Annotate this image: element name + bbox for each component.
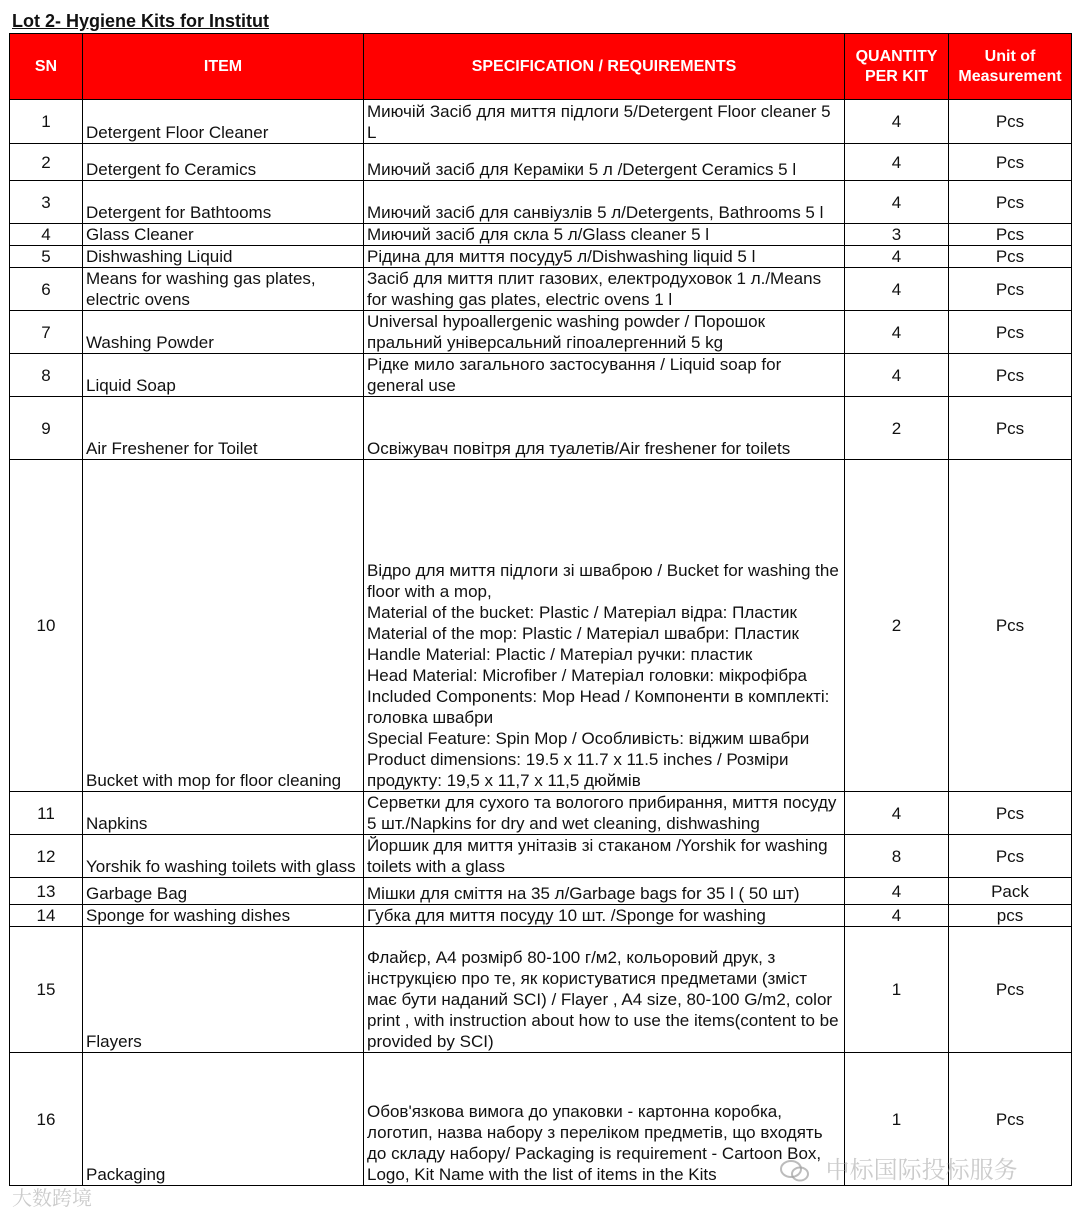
- qty-cell: 4: [845, 905, 949, 927]
- item-cell: Glass Cleaner: [83, 224, 364, 246]
- item-cell: Yorshik fo washing toilets with glass: [83, 835, 364, 878]
- header-spec: SPECIFICATION / REQUIREMENTS: [364, 34, 845, 100]
- item-cell: Dishwashing Liquid: [83, 246, 364, 268]
- sn-cell: 12: [10, 835, 83, 878]
- qty-cell: 4: [845, 100, 949, 144]
- spec-cell: Миючий засіб для Кераміки 5 л /Detergent Ceramics 5 l: [364, 144, 845, 181]
- spec-cell: Йоршик для миття унітазів зі стаканом /Yorshik for washing toilets with a glass: [364, 835, 845, 878]
- header-qty: QUANTITY PER KIT: [845, 34, 949, 100]
- qty-cell: 1: [845, 927, 949, 1053]
- item-cell: Air Freshener for Toilet: [83, 397, 364, 460]
- qty-cell: 2: [845, 460, 949, 792]
- sn-cell: 5: [10, 246, 83, 268]
- header-sn: SN: [10, 34, 83, 100]
- sn-cell: 15: [10, 927, 83, 1053]
- qty-cell: 1: [845, 1053, 949, 1186]
- sn-cell: 10: [10, 460, 83, 792]
- uom-cell: pcs: [949, 905, 1072, 927]
- table-row: [10, 100, 1072, 144]
- item-cell: Sponge for washing dishes: [83, 905, 364, 927]
- sn-cell: 2: [10, 144, 83, 181]
- qty-cell: 8: [845, 835, 949, 878]
- table-row: [10, 144, 1072, 181]
- item-cell: Napkins: [83, 792, 364, 835]
- table-row: [10, 460, 1072, 792]
- spec-cell: Засіб для миття плит газових, електродуховок 1 л./Means for washing gas plates, electric ovens 1 l: [364, 268, 845, 311]
- uom-cell: Pcs: [949, 835, 1072, 878]
- qty-cell: 4: [845, 354, 949, 397]
- sn-cell: 16: [10, 1053, 83, 1186]
- table-row: [10, 246, 1072, 268]
- header-uom: Unit of Measurement: [949, 34, 1072, 100]
- spec-cell: Миючий засіб для скла 5 л/Glass cleaner 5 l: [364, 224, 845, 246]
- wechat-watermark-text: 中标国际投标服务: [825, 1156, 1018, 1184]
- qty-cell: 3: [845, 224, 949, 246]
- wechat-icon: [780, 1159, 810, 1183]
- uom-cell: Pcs: [949, 100, 1072, 144]
- qty-cell: 4: [845, 792, 949, 835]
- qty-cell: 4: [845, 181, 949, 224]
- table-row: [10, 927, 1072, 1053]
- uom-cell: Pcs: [949, 144, 1072, 181]
- uom-cell: Pcs: [949, 792, 1072, 835]
- item-cell: Washing Powder: [83, 311, 364, 354]
- uom-cell: Pcs: [949, 397, 1072, 460]
- table-row: [10, 905, 1072, 927]
- qty-cell: 2: [845, 397, 949, 460]
- spec-cell: Миючій Засіб для миття підлоги 5/Detergent Floor cleaner 5 L: [364, 100, 845, 144]
- sn-cell: 1: [10, 100, 83, 144]
- uom-cell: Pcs: [949, 460, 1072, 792]
- sn-cell: 11: [10, 792, 83, 835]
- table-row: [10, 181, 1072, 224]
- item-cell: Detergent for Bathtooms: [83, 181, 364, 224]
- item-cell: Liquid Soap: [83, 354, 364, 397]
- sn-cell: 9: [10, 397, 83, 460]
- spec-cell: Губка для миття посуду 10 шт. /Sponge for washing: [364, 905, 845, 927]
- spec-cell: Universal hypoallergenic washing powder / Порошок пральний універсальний гіпоалергенний 5 kg: [364, 311, 845, 354]
- sn-cell: 13: [10, 878, 83, 905]
- spec-cell: Флайєр, А4 розмірб 80-100 г/м2, кольоровий друк, з інструкцією про те, як користуватися предметами (зміст має бути наданий SCI) / Flayer , A4 size, 80-100 G/m2, color print , with instruction about how to use the items(content to be provided by SCI): [364, 927, 845, 1053]
- spec-cell: Мішки для сміття на 35 л/Garbage bags for 35 l ( 50 шт): [364, 878, 845, 905]
- item-cell: Detergent Floor Cleaner: [83, 100, 364, 144]
- item-cell: Packaging: [83, 1053, 364, 1186]
- table-header-row: [10, 34, 1072, 100]
- spec-cell: Рідке мило загального застосування / Liquid soap for general use: [364, 354, 845, 397]
- qty-cell: 4: [845, 311, 949, 354]
- corner-watermark: [12, 1182, 92, 1211]
- spec-cell: Обов'язкова вимога до упаковки - картонна коробка, логотип, назва набору з переліком предметів, що входять до складу набору/ Packaging is requirement - Cartoon Box, Logo, Kit Name with the list of items in the Kits: [364, 1053, 845, 1186]
- sn-cell: 3: [10, 181, 83, 224]
- table-row: [10, 224, 1072, 246]
- item-cell: Garbage Bag: [83, 878, 364, 905]
- spec-cell: Освіжувач повітря для туалетів/Air freshener for toilets: [364, 397, 845, 460]
- sn-cell: 4: [10, 224, 83, 246]
- uom-cell: Pcs: [949, 1053, 1072, 1186]
- spec-cell: Відро для миття підлоги зі шваброю / Bucket for washing the floor with a mop, Material of the bucket: Plastic / Матеріал відра: Пластик Material of the mop: Plastic / Матеріал швабри: Пластик Handle Material: Plactic / Матеріал ручки: пластик Head Material: Microfiber / Матеріал головки: мікрофібра Included Components: Mop Head / Компоненти в комплекті: головка швабри Special Feature: Spin Mop / Особливість: віджим швабри Product dimensions: 19.5 x 11.7 x 11.5 inches / Розміри продукту: 19,5 x 11,7 x 11,5 дюймів: [364, 460, 845, 792]
- uom-cell: Pcs: [949, 268, 1072, 311]
- table-row: [10, 792, 1072, 835]
- uom-cell: Pcs: [949, 224, 1072, 246]
- table-row: [10, 354, 1072, 397]
- wechat-watermark: [780, 1150, 1018, 1185]
- spec-cell: Серветки для сухого та вологого прибирання, миття посуду 5 шт./Napkins for dry and wet cleaning, dishwashing: [364, 792, 845, 835]
- item-cell: Means for washing gas plates, electric ovens: [83, 268, 364, 311]
- corner-watermark-text: 大数跨境: [12, 1186, 92, 1210]
- table-row: [10, 268, 1072, 311]
- uom-cell: Pcs: [949, 311, 1072, 354]
- hygiene-kits-table: [9, 33, 1072, 1186]
- table-row: [10, 397, 1072, 460]
- table-row: [10, 311, 1072, 354]
- uom-cell: Pcs: [949, 246, 1072, 268]
- header-item: ITEM: [83, 34, 364, 100]
- uom-cell: Pcs: [949, 927, 1072, 1053]
- item-cell: Detergent fo Ceramics: [83, 144, 364, 181]
- item-cell: Bucket with mop for floor cleaning: [83, 460, 364, 792]
- sn-cell: 8: [10, 354, 83, 397]
- qty-cell: 4: [845, 268, 949, 311]
- sn-cell: 14: [10, 905, 83, 927]
- lot-title: Lot 2- Hygiene Kits for Institut: [12, 11, 270, 31]
- table-row: [10, 835, 1072, 878]
- spec-cell: Миючий засіб для санвіузлів 5 л/Detergents, Bathrooms 5 l: [364, 181, 845, 224]
- qty-cell: 4: [845, 246, 949, 268]
- item-cell: Flayers: [83, 927, 364, 1053]
- qty-cell: 4: [845, 878, 949, 905]
- spec-cell: Рідина для миття посуду5 л/Dishwashing liquid 5 l: [364, 246, 845, 268]
- sn-cell: 6: [10, 268, 83, 311]
- uom-cell: Pcs: [949, 354, 1072, 397]
- qty-cell: 4: [845, 144, 949, 181]
- uom-cell: Pack: [949, 878, 1072, 905]
- uom-cell: Pcs: [949, 181, 1072, 224]
- sn-cell: 7: [10, 311, 83, 354]
- table-row: [10, 878, 1072, 905]
